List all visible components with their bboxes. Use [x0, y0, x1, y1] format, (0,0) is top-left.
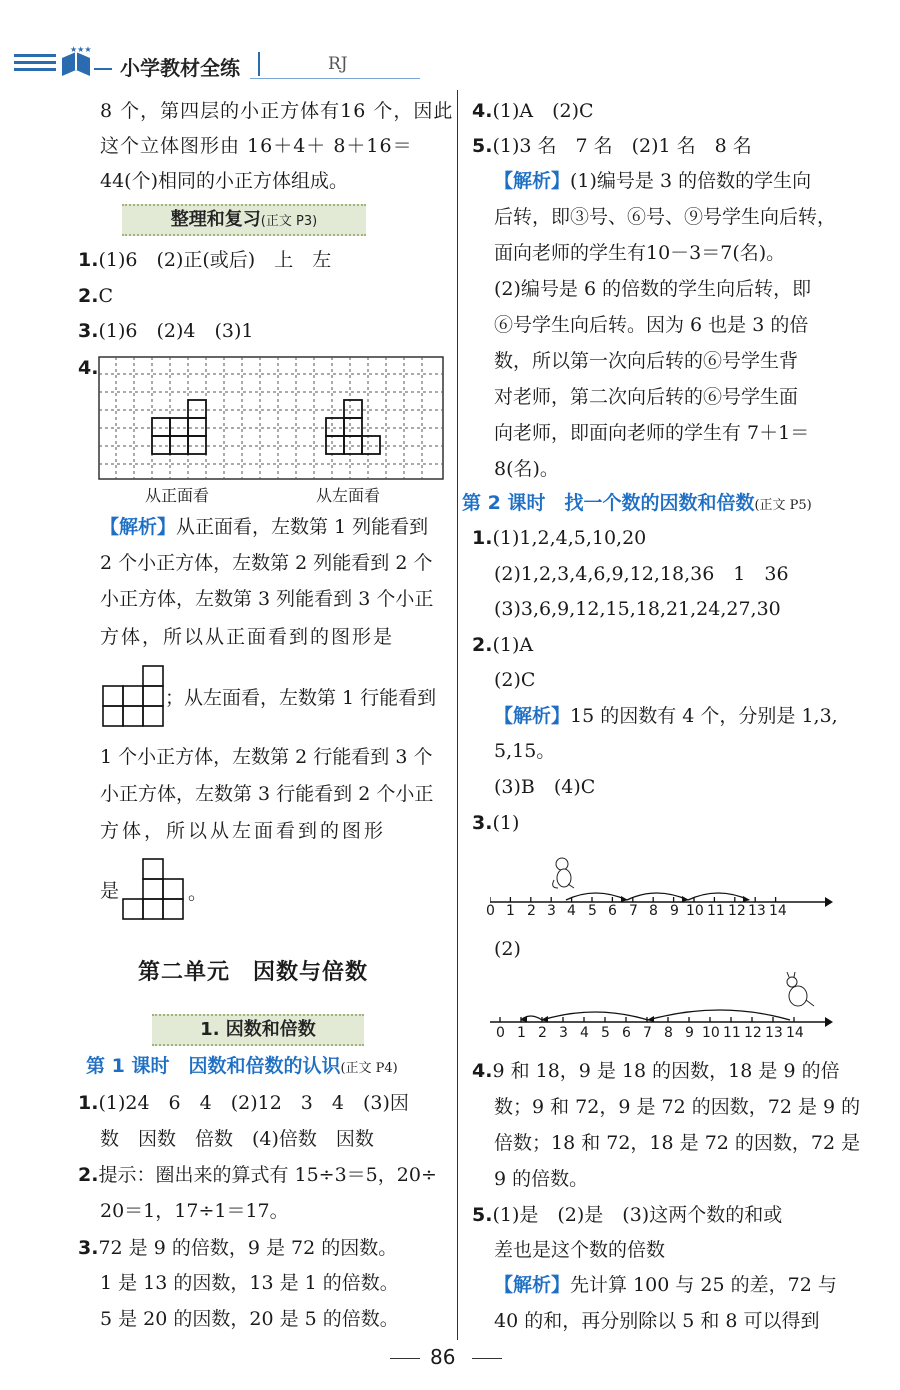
tick-label: 7	[643, 1025, 652, 1041]
tick-label: 12	[728, 903, 746, 919]
question-number: 4.	[472, 1060, 493, 1082]
question-number: 2.	[78, 1164, 99, 1186]
header-bar	[258, 52, 260, 76]
tick-label: 9	[670, 903, 679, 919]
b-question-2	[78, 1162, 437, 1188]
analysis-tag: 【解析】	[494, 1274, 571, 1296]
left-line-1: 8 个，第四层的小正方体有16 个，因此	[100, 100, 454, 122]
question-number: 1.	[472, 527, 493, 549]
header-edition: RJ	[328, 54, 348, 74]
r-analysis-1	[494, 168, 811, 194]
lesson-ref: (正文 P5)	[754, 498, 812, 513]
question-number: 3.	[78, 1237, 99, 1259]
tick-label: 10	[702, 1025, 720, 1041]
r-analysis-8: 向老师，即面向老师的学生有 7＋1＝	[494, 422, 810, 444]
analysis-line-4: 方体，所以从正面看到的图形是	[100, 626, 395, 648]
c-question-2-line2: (2)C	[494, 669, 536, 691]
tick-label: 3	[547, 903, 556, 919]
r-analysis-4: (2)编号是 6 的倍数的学生向后转，即	[494, 278, 812, 300]
lesson-label: 第 2 课时 找一个数的因数和倍数	[462, 492, 755, 514]
c-question-4-line2: 数；9 和 72，9 是 72 的因数，72 是 9 的	[494, 1096, 861, 1118]
c-question-2-line3: (3)B (4)C	[494, 776, 596, 798]
c-question-1	[472, 525, 646, 551]
analysis-tag: 【解析】	[494, 170, 571, 192]
banner-title: 整理和复习	[170, 209, 261, 230]
b-question-1	[78, 1090, 409, 1116]
header-rule	[250, 78, 420, 79]
number-line-2-labels	[490, 1025, 835, 1045]
tick-label: 11	[723, 1025, 741, 1041]
tick-label: 4	[580, 1025, 589, 1041]
front-view-shape	[102, 664, 166, 728]
question-4	[78, 355, 98, 381]
question-text: (1)6 (2)4 (3)1	[98, 320, 254, 342]
tick-label: 13	[765, 1025, 783, 1041]
tick-label: 14	[786, 1025, 804, 1041]
monkey-icon	[553, 858, 574, 888]
c-question-2-analysis	[494, 703, 838, 729]
question-number: 2.	[78, 285, 99, 307]
question-2	[78, 283, 113, 309]
analysis-line-6: 小正方体，左数第 3 行能看到 2 个小正	[100, 783, 434, 805]
dotted-grid-figure	[98, 356, 446, 482]
kangaroo-icon	[787, 972, 814, 1006]
tick-label: 12	[744, 1025, 762, 1041]
analysis-shi: 是	[100, 880, 120, 902]
caption-front: 从正面看	[145, 486, 210, 505]
header-title: 小学教材全练	[120, 56, 240, 80]
analysis-line-2: 2 个小正方体，左数第 2 列能看到 2 个	[100, 552, 433, 574]
question-number: 4.	[472, 100, 493, 122]
question-number: 1.	[78, 249, 99, 271]
analysis-text: (1)编号是 3 的倍数的学生向	[570, 170, 812, 192]
tick-label: 5	[588, 903, 597, 919]
question-number: 1.	[78, 1092, 99, 1114]
question-number: 3.	[78, 320, 99, 342]
section-banner	[122, 204, 366, 236]
analysis-after-figure: ；从左面看，左数第 1 行能看到	[165, 687, 437, 709]
r-analysis-6: 数，所以第一次向后转的⑥号学生背	[494, 350, 799, 372]
analysis-line-5: 1 个小正方体，左数第 2 行能看到 3 个	[100, 746, 433, 768]
r-analysis-7: 对老师，第二次向后转的⑥号学生面	[494, 386, 799, 408]
tick-label: 5	[601, 1025, 610, 1041]
r-analysis-5: ⑥号学生向后转。因为 6 也是 3 的倍	[494, 314, 809, 336]
tick-label: 1	[517, 1025, 526, 1041]
tick-label: 1	[506, 903, 515, 919]
tick-label: 2	[527, 903, 536, 919]
tick-label: 0	[496, 1025, 505, 1041]
b-question-1-line2: 数 因数 倍数 (4)倍数 因数	[100, 1128, 374, 1150]
question-text: (1)	[492, 812, 520, 834]
number-line-1-labels	[486, 903, 835, 923]
tick-label: 9	[685, 1025, 694, 1041]
tick-label: 7	[629, 903, 638, 919]
r-analysis-2: 后转，即③号、⑥号、⑨号学生向后转，	[494, 206, 837, 228]
lesson-2-heading	[462, 490, 812, 519]
analysis-text: 15 的因数有 4 个，分别是 1,3,	[570, 705, 838, 727]
header-logo	[14, 44, 114, 80]
section-banner-2: 1. 因数和倍数	[152, 1014, 364, 1046]
question-text: (1)A	[492, 634, 534, 656]
left-line-2: 这个立体图形由 16＋4＋ 8＋16＝	[100, 135, 413, 157]
b-question-3-line2: 1 是 13 的因数，13 是 1 的倍数。	[100, 1272, 399, 1294]
question-text: C	[98, 285, 113, 307]
question-text: (1)6 (2)正(或后) 上 左	[98, 249, 332, 271]
question-3	[78, 318, 253, 344]
question-number: 4.	[78, 357, 99, 379]
tick-label: 8	[664, 1025, 673, 1041]
tick-label: 4	[567, 903, 576, 919]
footer-rule-right	[472, 1358, 502, 1359]
question-number: 3.	[472, 812, 493, 834]
question-text: (1)1,2,4,5,10,20	[492, 527, 647, 549]
tick-label: 2	[538, 1025, 547, 1041]
c-question-4-line4: 9 的倍数。	[494, 1168, 589, 1190]
caption-left: 从左面看	[316, 486, 381, 505]
r-analysis-9: 8(名)。	[494, 458, 559, 480]
tick-label: 0	[486, 903, 495, 919]
c-question-3-part2: (2)	[494, 938, 521, 960]
question-text: (1)3 名 7 名 (2)1 名 8 名	[492, 135, 752, 157]
question-number: 5.	[472, 1204, 493, 1226]
c-question-2	[472, 632, 533, 658]
left-line-3: 44(个)相同的小正方体组成。	[100, 170, 349, 192]
c-question-2-analysis-2: 5,15。	[494, 740, 556, 762]
b-question-3-line3: 5 是 20 的因数，20 是 5 的倍数。	[100, 1308, 399, 1330]
c-question-1-line2: (2)1,2,3,4,6,9,12,18,36 1 36	[494, 563, 789, 585]
lesson-1-heading	[86, 1053, 398, 1082]
analysis-line-3: 小正方体，左数第 3 列能看到 3 个小正	[100, 588, 434, 610]
banner-ref: (正文 P3)	[260, 214, 318, 229]
tick-label: 14	[769, 903, 787, 919]
question-text: 提示：圈出来的算式有 15÷3＝5，20÷	[98, 1164, 437, 1186]
question-text: 72 是 9 的倍数，9 是 72 的因数。	[98, 1237, 398, 1259]
question-text: (1)A (2)C	[492, 100, 594, 122]
r-analysis-3: 面向老师的学生有10－3＝7(名)。	[494, 242, 786, 264]
analysis-tag: 【解析】	[494, 705, 571, 727]
page-number: 86	[430, 1345, 456, 1369]
tick-label: 6	[608, 903, 617, 919]
analysis-text: 先计算 100 与 25 的差，72 与	[570, 1274, 837, 1296]
tick-label: 11	[707, 903, 725, 919]
tick-label: 13	[748, 903, 766, 919]
c-question-3	[472, 810, 519, 836]
footer-rule-left	[390, 1358, 420, 1359]
lesson-label: 第 1 课时 因数和倍数的认识	[86, 1055, 341, 1077]
left-view-shape	[122, 857, 186, 921]
tick-label: 3	[559, 1025, 568, 1041]
b-question-2-line2: 20＝1，17÷1＝17。	[100, 1200, 289, 1222]
c-question-5-analysis-2: 40 的和，再分别除以 5 和 8 可以得到	[494, 1310, 820, 1332]
svg-text:★★★: ★★★	[70, 45, 92, 54]
analysis-line-7: 方体，所以从左面看到的图形	[100, 820, 387, 842]
column-divider	[457, 90, 458, 1340]
c-question-5-analysis	[494, 1272, 837, 1298]
c-question-4-line3: 倍数；18 和 72，18 是 72 的因数，72 是	[494, 1132, 861, 1154]
analysis-end: 。	[188, 882, 208, 904]
r-question-5	[472, 133, 752, 159]
tick-label: 10	[686, 903, 704, 919]
analysis-text: 从正面看，左数第 1 列能看到	[176, 516, 429, 538]
tick-label: 6	[622, 1025, 631, 1041]
analysis-line-1	[100, 514, 428, 540]
analysis-tag: 【解析】	[100, 516, 177, 538]
question-number: 2.	[472, 634, 493, 656]
b-question-3	[78, 1235, 397, 1261]
c-question-5-line2: 差也是这个数的倍数	[494, 1239, 666, 1261]
question-number: 5.	[472, 135, 493, 157]
lesson-ref: (正文 P4)	[340, 1061, 398, 1076]
question-1	[78, 247, 331, 273]
c-question-5	[472, 1202, 782, 1228]
unit-title: 第二单元 因数与倍数	[138, 960, 369, 985]
tick-label: 8	[649, 903, 658, 919]
question-text: (1)24 6 4 (2)12 3 4 (3)因	[98, 1092, 409, 1114]
question-text: 9 和 18，9 是 18 的因数，18 是 9 的倍	[492, 1060, 840, 1082]
question-text: (1)是 (2)是 (3)这两个数的和或	[492, 1204, 783, 1226]
c-question-4	[472, 1058, 840, 1084]
c-question-1-line3: (3)3,6,9,12,15,18,21,24,27,30	[494, 598, 781, 620]
r-question-4	[472, 98, 594, 124]
